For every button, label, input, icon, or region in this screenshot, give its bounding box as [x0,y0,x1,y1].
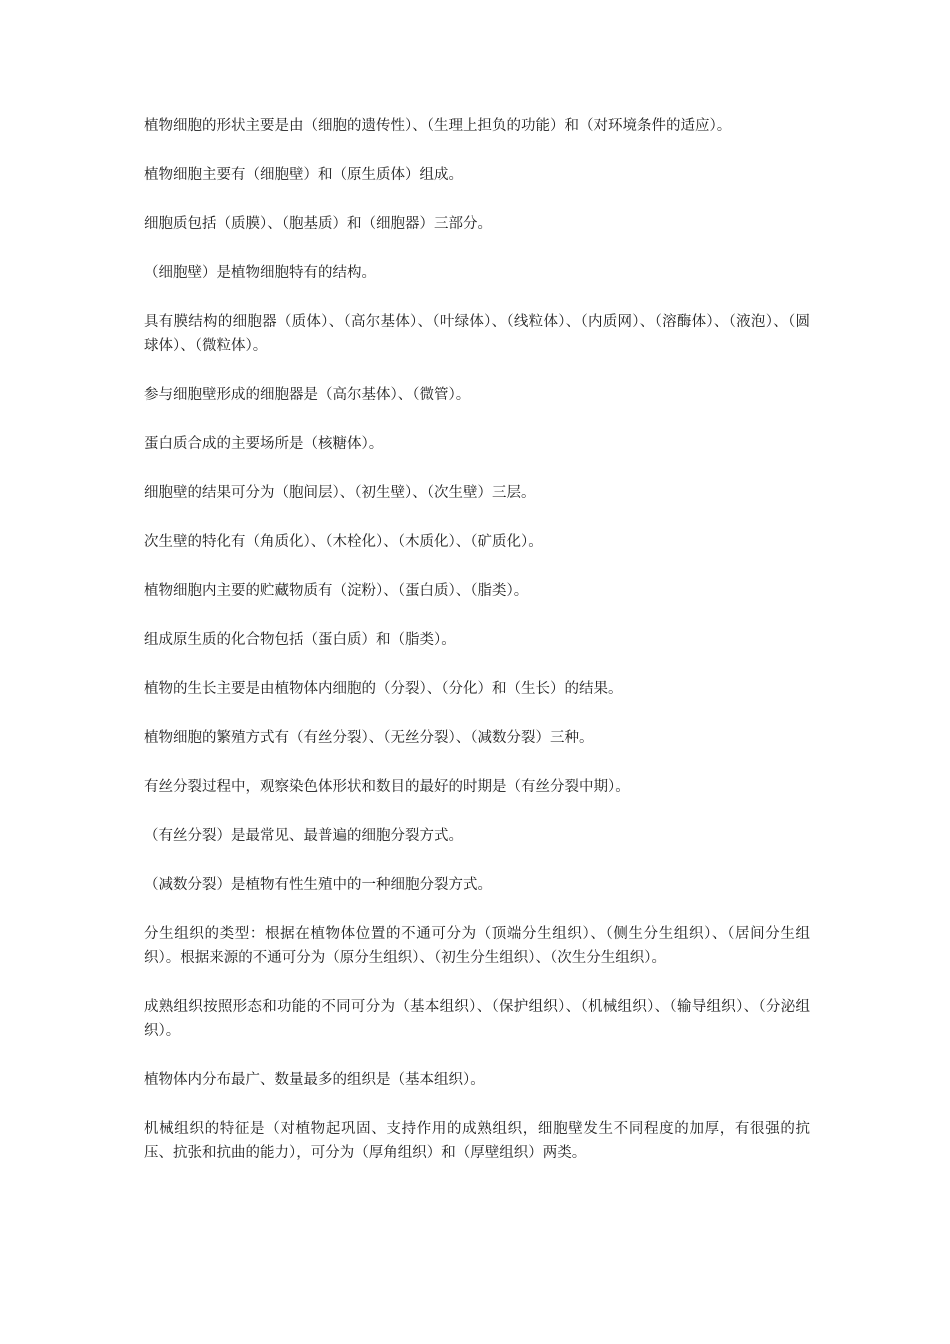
paragraph-10: 植物细胞内主要的贮藏物质有（淀粉）、（蛋白质）、（脂类）。 [144,583,529,599]
paragraph-8: 细胞壁的结果可分为（胞间层）、（初生壁）、（次生壁）三层。 [144,485,536,501]
paragraph-3: 细胞质包括（质膜）、（胞基质）和（细胞器）三部分。 [144,216,492,232]
paragraph-11: 组成原生质的化合物包括（蛋白质）和（脂类）。 [144,632,456,648]
paragraph-14: 有丝分裂过程中，观察染色体形状和数目的最好的时期是（有丝分裂中期）。 [144,779,630,795]
paragraph-15: （有丝分裂）是最常见、最普遍的细胞分裂方式。 [144,828,463,844]
paragraph-19: 植物体内分布最广、数量最多的组织是（基本组织）。 [144,1072,485,1088]
paragraph-20: 机械组织的特征是（对植物起巩固、支持作用的成熟组织，细胞壁发生不同程度的加厚，有很强的抗压、抗张和抗曲的能力），可分为（厚角组织）和（厚壁组织）两类。 [144,1121,810,1161]
paragraph-7: 蛋白质合成的主要场所是（核糖体）。 [144,436,384,452]
paragraph-5: 具有膜结构的细胞器（质体）、（高尔基体）、（叶绿体）、（线粒体）、（内质网）、（溶酶体）、（液泡）、（圆球体）、（微粒体）。 [144,314,810,354]
paragraph-6: 参与细胞壁形成的细胞器是（高尔基体）、（微管）。 [144,387,471,403]
paragraph-17: 分生组织的类型：根据在植物体位置的不通可分为（顶端分生组织）、（侧生分生组织）、（居间分生组织）。根据来源的不通可分为（原分生组织）、（初生分生组织）、（次生分生组织）。 [144,926,810,966]
paragraph-1: 植物细胞的形状主要是由（细胞的遗传性）、（生理上担负的功能）和（对环境条件的适应）。 [144,118,732,134]
paragraph-12: 植物的生长主要是由植物体内细胞的（分裂）、（分化）和（生长）的结果。 [144,681,623,697]
paragraph-4: （细胞壁）是植物细胞特有的结构。 [144,265,376,281]
document-body [144,114,810,1190]
paragraph-9: 次生壁的特化有（角质化）、（木栓化）、（木质化）、（矿质化）。 [144,534,543,550]
paragraph-2: 植物细胞主要有（细胞壁）和（原生质体）组成。 [144,167,463,183]
paragraph-13: 植物细胞的繁殖方式有（有丝分裂）、（无丝分裂）、（减数分裂）三种。 [144,730,594,746]
paragraph-16: （减数分裂）是植物有性生殖中的一种细胞分裂方式。 [144,877,492,893]
paragraph-18: 成熟组织按照形态和功能的不同可分为（基本组织）、（保护组织）、（机械组织）、（输导组织）、（分泌组织）。 [144,999,810,1039]
